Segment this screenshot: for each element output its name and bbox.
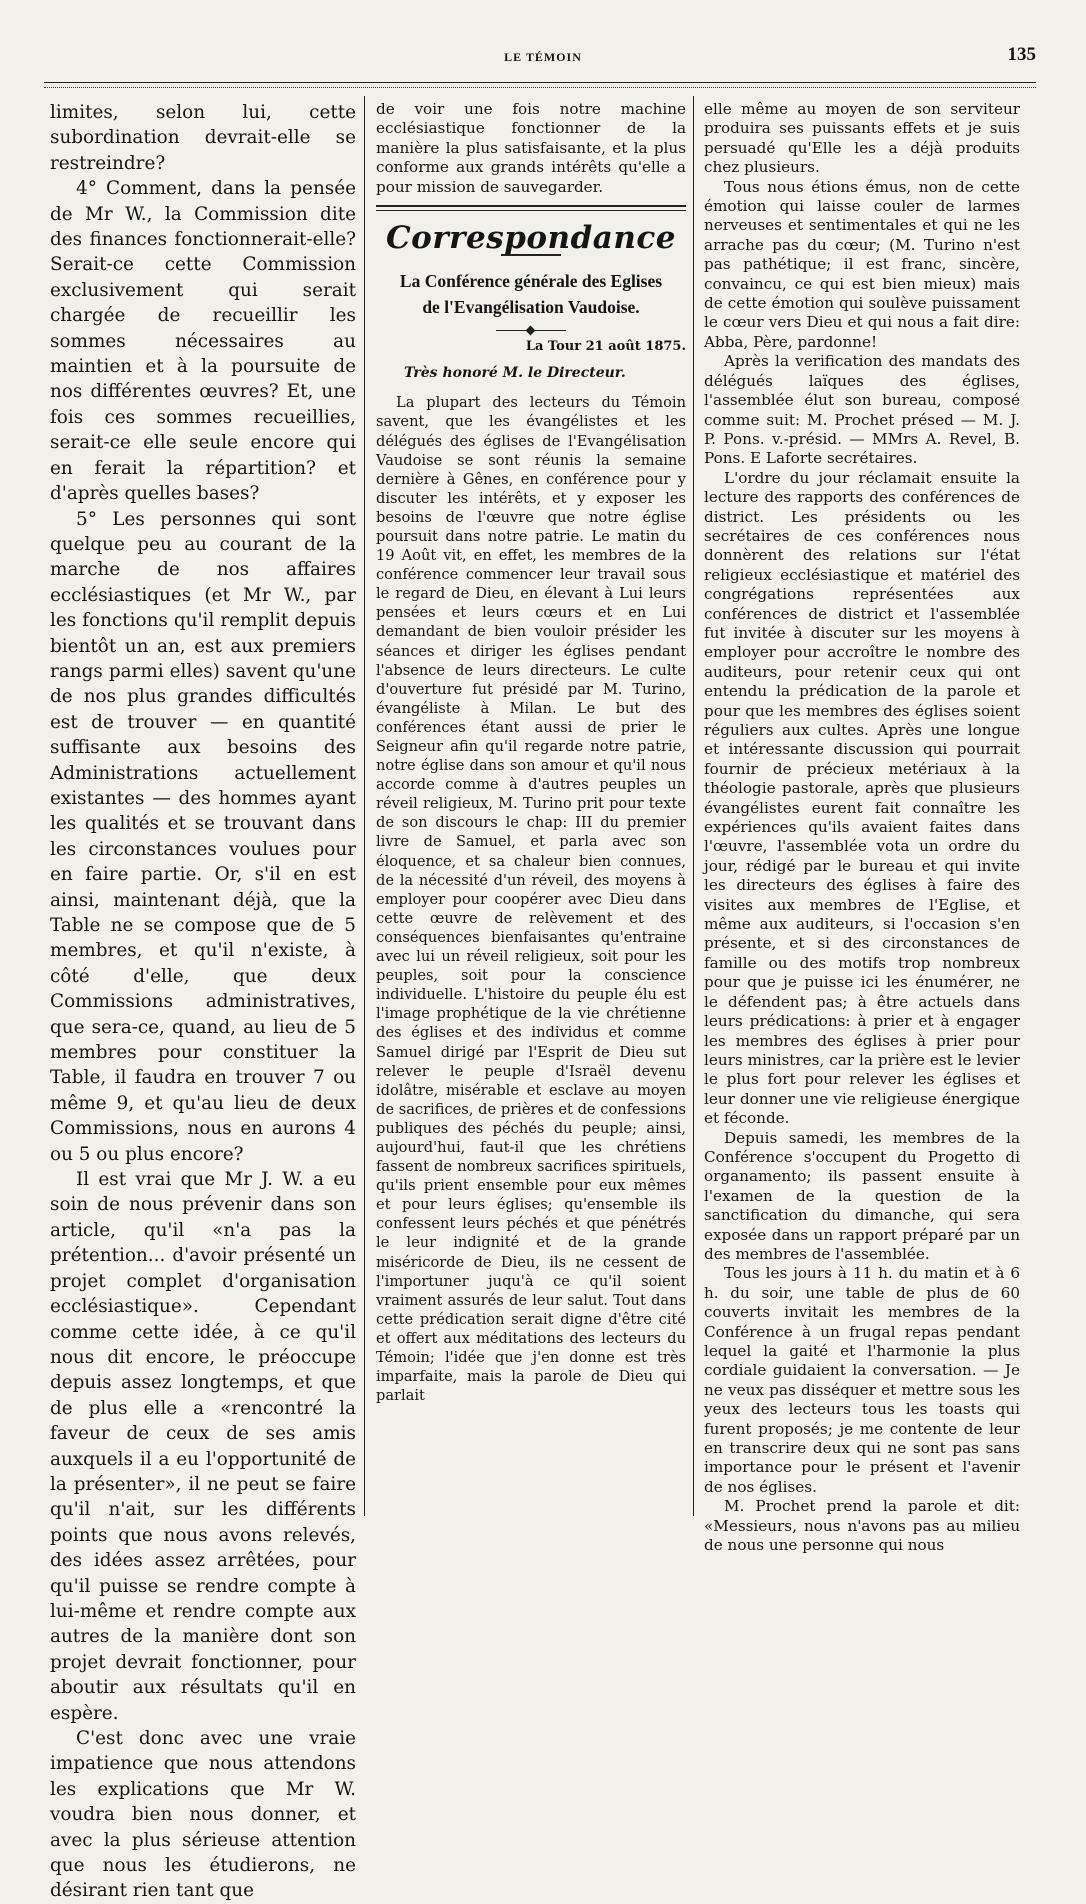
section-rule <box>376 205 686 211</box>
col1-paragraph-2: 4° Comment, dans la pensée de Mr W., la Commission dite des finances fonctionnerait-elle? Serait-ce cette Commission exclusivement qui serait chargée de recueillir les sommes nécessaires au maintien et à la poursuite de nos différentes œuvres? Et, une fois ces sommes recueillies, serait-ce elle seule encore qui en ferait la répartition? et d'après quelles bases? <box>50 178 356 505</box>
col1-paragraph-3: 5° Les personnes qui sont quelque peu au courant de la marche de nos affaires ecclésiastiques (et Mr W., par les fonctions qu'il remplit depuis bientôt un an, est aux premiers rangs parmi elles) savent qu'une de nos plus grandes difficultés est de trouver — en quantité suffisante aux besoins des Administrations actuellement existantes — des hommes ayant les qualités et se trouvant dans les circonstances voulues pour en faire partie. Or, s'il en est ainsi, maintenant déjà, que la Table ne se compose que de 5 membres, et qu'il n'existe, à côté d'elle, que deux Commissions administratives, que sera-ce, quand, au lieu de 5 membres pour constituer la Table, il faudra en trouver 7 ou même 9, et qu'au lieu de deux Commissions, nous en aurons 4 ou 5 ou plus encore? <box>50 508 356 1165</box>
article-title-line-2: de l'Evangélisation Vaudoise. <box>422 297 640 318</box>
col1-paragraph-5: C'est donc avec une vraie impatience que nous attendons les explications que Mr W. voudra bien nous donner, et avec la plus sérieuse attention que nous les étudierons, ne désirant rien tant que <box>50 1728 356 1902</box>
col3-paragraph-6: Tous les jours à 11 h. du matin et à 6 h. du soir, une table de plus de 60 couverts invitait les membres de la Conférence à un frugal repas pendant lequel la gaité et l'harmonie la plus cordiale guidaient la conversation. — Je ne veux pas disséquer et mettre sous les yeux des lecteurs tous les toasts qui furent proposés; je me contente de leur en transcrire deux qui ne sont pas sans importance pour le présent et l'avenir de nos églises. <box>704 1264 1020 1496</box>
header-rule <box>44 82 1036 88</box>
column-3 <box>704 100 1020 1555</box>
column-divider-1 <box>364 96 365 1516</box>
col2-lead-paragraph: de voir une fois notre machine ecclésiastique fonctionner de la manière la plus satisfaisante, et la plus conforme aux grands intérêts qu'elle a pour mission de sauvegarder. <box>376 100 686 196</box>
col3-paragraph-2: Tous nous étions émus, non de cette émotion qui laisse couler de larmes nerveuses et sentimentales et qui ne les arrache pas du cœur; (M. Turino n'est pas pathétique; il est franc, sincère, convaincu, ce qui est bien mieux) mais de cette émotion qui soulève puissament le cœur vers Dieu et qui nous a fait dire: Abba, Père, pardonne! <box>704 177 1020 351</box>
article-title-line-1: La Conférence générale des Eglises <box>399 271 663 292</box>
col3-paragraph-5: Depuis samedi, les membres de la Conférence s'occupent du Progetto di organamento; ils passent ensuite à l'examen de la question de la sanctification du dimanche, qui sera exposée dans un rapport préparé par un des membres de l'assemblée. <box>704 1128 1020 1263</box>
ornament-rule <box>496 330 566 331</box>
page-number: 135 <box>1007 44 1036 65</box>
col1-paragraph-4: Il est vrai que Mr J. W. a eu soin de nous prévenir dans son article, qu'il «n'a pas la prétention... d'avoir présenté un projet complet d'organisation ecclésiastique». Cependant comme cette idée, à ce qu'il nous dit encore, le préoccupe depuis assez longtemps, et que de plus elle a «rencontré la faveur de ceux de ses amis auxquels il a eu l'opportunité de la présenter», il ne peut se faire qu'il n'ait, sur les différents points que nous avons relevés, des idées assez arrêtées, pour qu'il puisse se rendre compte à lui-même et rendre compte aux autres de la manière dont son projet devrait fonctionner, pour aboutir aux résultats qu'il en espère. <box>50 1169 356 1724</box>
column-2 <box>376 100 686 1520</box>
col3-paragraph-7: M. Prochet prend la parole et dit: «Messieurs, nous n'avons pas au milieu de nous une personne qui nous <box>704 1497 1020 1555</box>
salutation: Très honoré M. le Directeur. <box>404 365 626 382</box>
column-1 <box>50 100 356 1902</box>
section-heading: Correspondance <box>386 220 676 257</box>
col3-paragraph-1: elle même au moyen de son serviteur produira ses puissants effets et je suis persuadé qu'Elle les a déjà produits chez plusieurs. <box>704 100 1020 177</box>
col1-paragraph-1: limites, selon lui, cette subordination devrait-elle se restreindre? <box>50 102 356 174</box>
col3-paragraph-3: Après la verification des mandats des délégués laïques des églises, l'assemblée élut son bureau, composé comme suit: M. Prochet présed — M. J. P. Pons. v.-présid. — MMrs A. Revel, B. Pons. E Laforte secrétaires. <box>704 352 1020 468</box>
column-divider-2 <box>693 96 694 1516</box>
dateline: La Tour 21 août 1875. <box>525 339 686 355</box>
running-title: LE TÉMOIN <box>504 50 582 64</box>
col2-paragraph-1: La plupart des lecteurs du Témoin savent, que les évangélistes et les délégués des églises de l'Evangélisation Vaudoise se sont réunis la semaine dernière à Gênes, en conférence pour y discuter les intérêts, et y exposer les besoins de l'œuvre que notre église poursuit dans notre patrie. Le matin du 19 Août vit, en effet, les membres de la conférence commencer leur travail sous le regard de Dieu, en élevant à Lui leurs pensées et leurs cœurs et en Lui demandant de bien vouloir présider les séances et diriger les églises pendant l'absence de leurs directeurs. Le culte d'ouverture fut présidé par M. Turino, évangéliste à Milan. Le but des conférences étant aussi de prier le Seigneur afin qu'il regarde notre patrie, notre église dans son amour et qu'il nous accorde comme à d'autres peuples un réveil religieux, M. Turino prit pour texte de son discours le chap: III du premier livre de Samuel, et parla avec son éloquence, et sa chaleur bien connues, de la nécessité d'un réveil, des moyens à employer pour coopérer avec Dieu dans cette œuvre de relèvement et des conséquences bienfaisantes qu'entraine avec lui un réveil religieux, soit pour les peuples, soit pour la conscience individuelle. L'histoire du peuple élu est l'image prophétique de la vie chrétienne des églises et des individus et comme Samuel dirigé par l'Esprit de Dieu sut relever le peuple d'Israël devenu idolâtre, misérable et esclave au moyen de sacrifices, de prières et de confessions publiques des péchés du peuple; ainsi, aujourd'hui, faut-il que les chrétiens fassent de nombreux sacrifices spirituels, qu'ils prient ensemble pour eux mêmes et pour leurs églises; qu'ensemble ils confessent leurs péchés et que pénétrés le leur indignité et de la grande miséricorde de Dieu, ils ne cessent de l'importuner juqu'à ce qu'il soient vraiment assurés de leur salut. Tout dans cette prédication serait digne d'être cité et offert aux méditations des lecteurs du Témoin; l'idée que j'en donne est très imparfaite, mais la parole de Dieu qui parlait <box>376 394 686 1405</box>
col3-paragraph-4: L'ordre du jour réclamait ensuite la lecture des rapports des conférences de district. Les présidents ou les secrétaires de ces conférences nous donnèrent des relations sur l'état religieux ecclésiastique et matériel des congrégations représentées aux conférences de district et l'assemblée fut invitée à discuter sur les moyens à employer pour accroître le nombre des auditeurs, pour retenir ceux qui ont entendu la prédication de la parole et pour que les membres des églises soient réguliers aux cultes. Après une longue et intéressante discussion qui pourrait fournir de précieux metériaux à la théologie pastorale, après que plusieurs évangélistes eurent fait connaître les expériences qu'ils avaient faites dans l'œuvre, l'assemblée vota un ordre du jour, rédigé par le bureau et qui invite les directeurs des églises à faire des visites aux membres de l'Eglise, et même aux auditeurs, si l'occasion s'en présente, et si des circonstances de famille ou des motifs trop nombreux pour que je puisse ici les énumérer, ne le défendent pas; à être actuels dans leurs prédications: à prier et à engager les membres des églises à prier pour leurs ministres, car la prière est le levier le plus fort pour relever les églises et leur donner une vie religieuse énergique et féconde. <box>704 468 1020 1128</box>
article-title <box>376 268 686 320</box>
